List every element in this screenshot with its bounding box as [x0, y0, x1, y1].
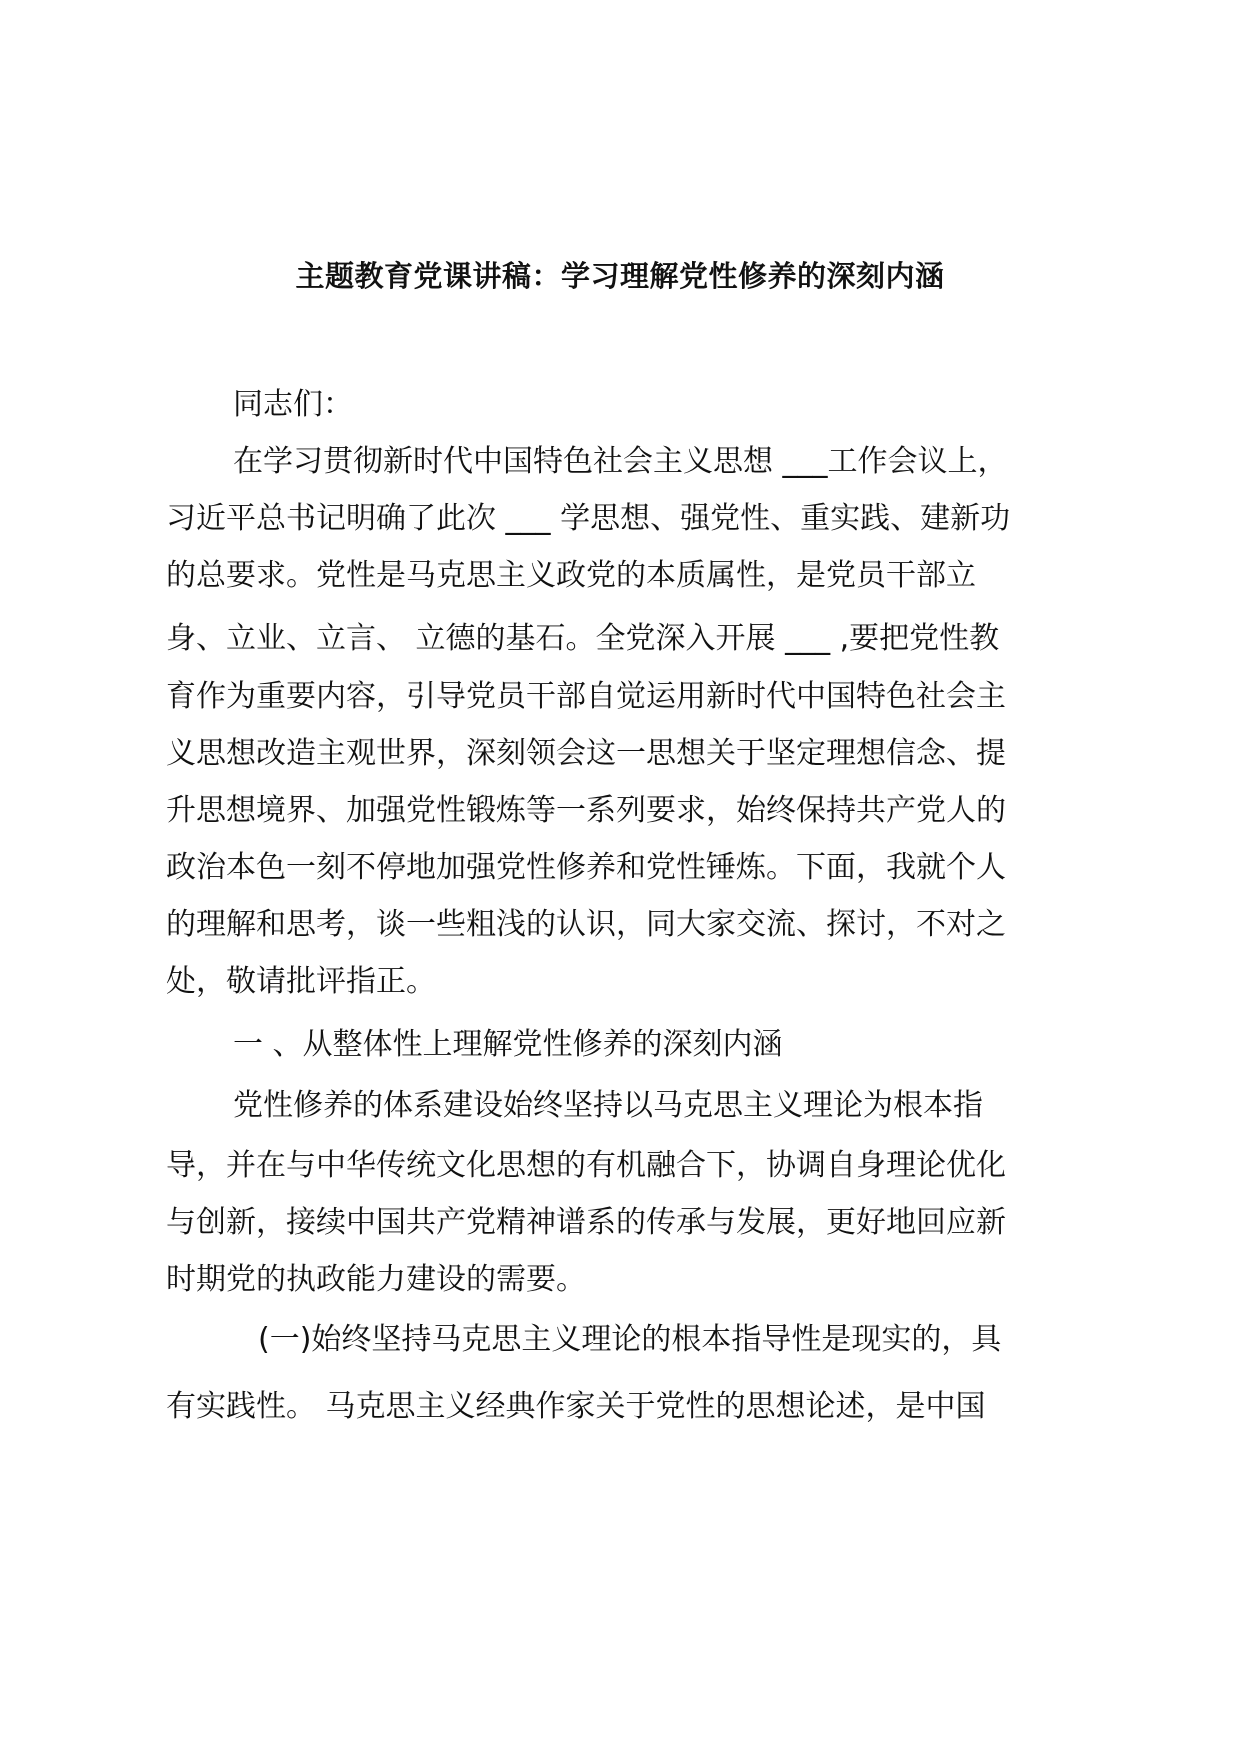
paragraph-line: 与创新，接续中国共产党精神谱系的传承与发展，更好地回应新 [166, 1205, 1006, 1240]
paragraph-line: 升思想境界、加强党性锻炼等一系列要求，始终保持共产党人的 [166, 793, 1006, 828]
paragraph-line: 处，敬请批评指正。 [166, 964, 436, 999]
paragraph-line: 在学习贯彻新时代中国特色社会主义思想 ___工作会议上， [233, 444, 1008, 479]
subsection-heading: (一)始终坚持马克思主义理论的根本指导性是现实的，具 [258, 1322, 1002, 1357]
paragraph-line: 政治本色一刻不停地加强党性修养和党性锤炼。下面，我就个人 [166, 850, 1006, 885]
paragraph-line: 导，并在与中华传统文化思想的有机融合下，协调自身理论优化 [166, 1148, 1006, 1183]
paragraph-line: 的理解和思考，谈一些粗浅的认识，同大家交流、探讨，不对之 [166, 907, 1006, 942]
paragraph-line: 育作为重要内容，引导党员干部自觉运用新时代中国特色社会主 [166, 679, 1006, 714]
paragraph-line: 党性修养的体系建设始终坚持以马克思主义理论为根本指 [233, 1088, 983, 1123]
paragraph-line: 习近平总书记明确了此次 ___ 学思想、强党性、重实践、建新功 [166, 501, 1011, 536]
salutation: 同志们： [233, 387, 353, 422]
paragraph-line: 的总要求。党性是马克思主义政党的本质属性，是党员干部立 [166, 558, 976, 593]
paragraph-line: 时期党的执政能力建设的需要。 [166, 1262, 586, 1297]
section-heading: 一 、从整体性上理解党性修养的深刻内涵 [233, 1027, 783, 1062]
paragraph-line: 身、立业、立言、 立德的基石。全党深入开展 ___ ,要把党性教 [166, 621, 1000, 656]
paragraph-line: 义思想改造主观世界，深刻领会这一思想关于坚定理想信念、提 [166, 736, 1006, 771]
document-title: 主题教育党课讲稿：学习理解党性修养的深刻内涵 [295, 259, 945, 293]
paragraph-line: 有实践性。 马克思主义经典作家关于党性的思想论述，是中国 [166, 1389, 986, 1424]
